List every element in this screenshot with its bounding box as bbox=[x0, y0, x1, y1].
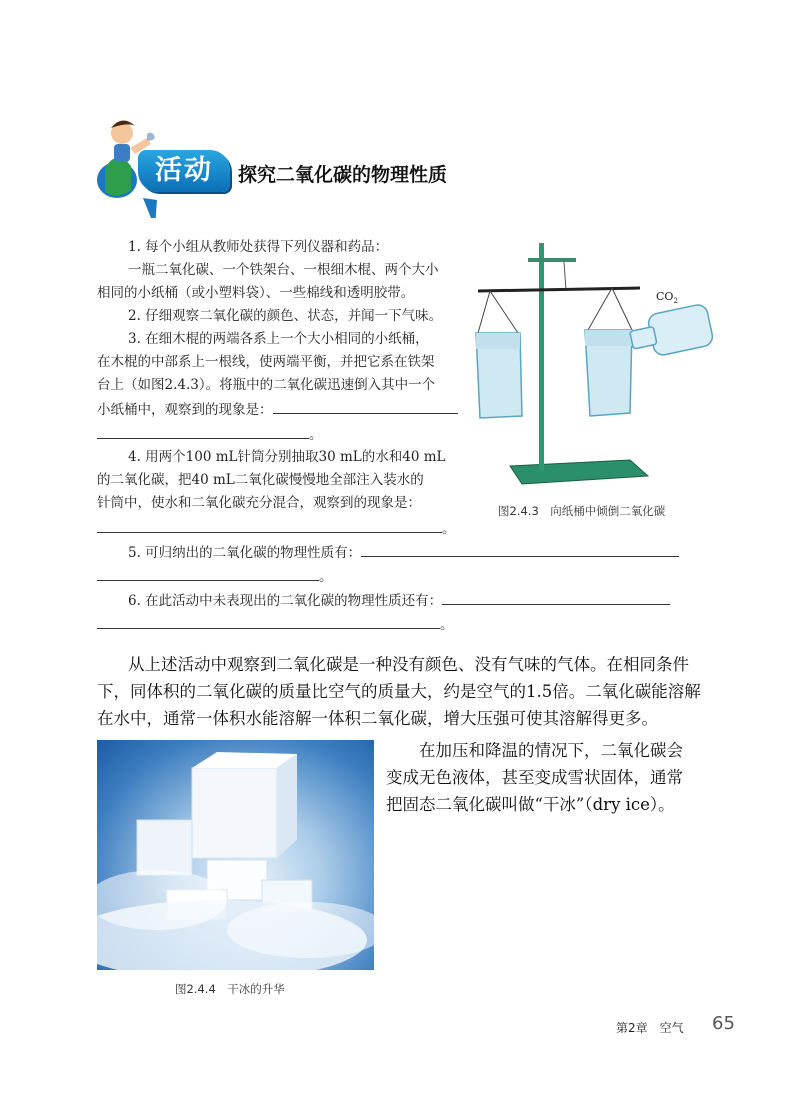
answer-blank-3b[interactable] bbox=[97, 422, 309, 439]
step-4-line-2: 的二氧化碳，把40 mL二氧化碳慢慢地全部注入装水的 bbox=[97, 472, 424, 488]
answer-blank-3a[interactable] bbox=[273, 397, 458, 414]
dry-ice-photo bbox=[97, 740, 374, 970]
step-5-line-2 bbox=[97, 564, 333, 589]
step-3-line-4 bbox=[97, 397, 458, 422]
answer-blank-5a[interactable] bbox=[361, 540, 679, 557]
step-3-line-2: 在木棍的中部系上一根线，使两端平衡，并把它系在铁架 bbox=[97, 354, 435, 370]
answer-blank-4[interactable] bbox=[97, 516, 442, 533]
para-2-line-1: 在加压和降温的情况下，二氧化碳会 bbox=[419, 741, 683, 760]
para-2-line-2: 变成无色液体，甚至变成雪状固体，通常 bbox=[386, 768, 683, 787]
period: 。 bbox=[319, 569, 333, 585]
step-1-line-3: 相同的小纸桶（或小塑料袋）、一些棉线和透明胶带。 bbox=[97, 285, 415, 301]
step-4-line-4 bbox=[97, 516, 456, 541]
step-6-line-1 bbox=[128, 588, 670, 613]
answer-blank-6a[interactable] bbox=[442, 588, 670, 605]
step-1-line-1: 1. 每个小组从教师处获得下列仪器和药品： bbox=[128, 239, 389, 255]
para-2-line-3: 把固态二氧化碳叫做“干冰”（dry ice）。 bbox=[386, 795, 675, 814]
step-3-line-1: 3. 在细木棍的两端各系上一个大小相同的小纸桶， bbox=[128, 331, 429, 347]
period: 。 bbox=[440, 617, 454, 633]
period: 。 bbox=[309, 427, 323, 443]
step-3-line-5 bbox=[97, 422, 323, 447]
para-1-line-3: 在水中，通常一体积水能溶解一体积二氧化碳，增大压强可使其溶解得更多。 bbox=[97, 709, 658, 728]
period: 。 bbox=[442, 521, 456, 537]
figure-caption: 图2.4.4 干冰的升华 bbox=[175, 982, 285, 996]
step-6-line-2 bbox=[97, 612, 454, 637]
step-4-line-1: 4. 用两个100 mL针筒分别抽取30 mL的水和40 mL bbox=[128, 449, 446, 465]
figure-caption: 图2.4.3 向纸桶中倾倒二氧化碳 bbox=[498, 504, 666, 518]
page-number: 65 bbox=[712, 1013, 735, 1034]
answer-blank-6b[interactable] bbox=[97, 612, 440, 629]
balance-apparatus-figure bbox=[470, 238, 720, 503]
step-1-line-2: 一瓶二氧化碳、一个铁架台、一根细木棍、两个大小 bbox=[128, 262, 439, 278]
step-3-prompt: 小纸桶中，观察到的现象是： bbox=[97, 402, 273, 418]
step-5-line-1 bbox=[128, 540, 679, 565]
step-3-line-3: 台上（如图2.4.3）。将瓶中的二氧化碳迅速倒入其中一个 bbox=[97, 377, 436, 393]
co2-label: $CO_2$ bbox=[656, 290, 678, 305]
step-4-line-3: 针筒中，使水和二氧化碳充分混合，观察到的现象是： bbox=[97, 495, 421, 511]
para-1-line-1: 从上述活动中观察到二氧化碳是一种没有颜色、没有气味的气体。在相同条件 bbox=[128, 655, 689, 674]
activity-tag: 活动 bbox=[138, 150, 230, 192]
step-6-prompt: 6. 在此活动中未表现出的二氧化碳的物理性质还有： bbox=[128, 593, 443, 609]
para-1-line-2: 下，同体积的二氧化碳的质量比空气的质量大，约是空气的1.5倍。二氧化碳能溶解 bbox=[97, 682, 701, 701]
activity-title: 探究二氧化碳的物理性质 bbox=[238, 164, 448, 186]
answer-blank-5b[interactable] bbox=[97, 564, 319, 581]
step-2: 2. 仔细观察二氧化碳的颜色、状态，并闻一下气味。 bbox=[128, 308, 443, 324]
chapter-footer: 第2章 空气 bbox=[616, 1021, 684, 1035]
step-5-prompt: 5. 可归纳出的二氧化碳的物理性质有： bbox=[128, 545, 362, 561]
